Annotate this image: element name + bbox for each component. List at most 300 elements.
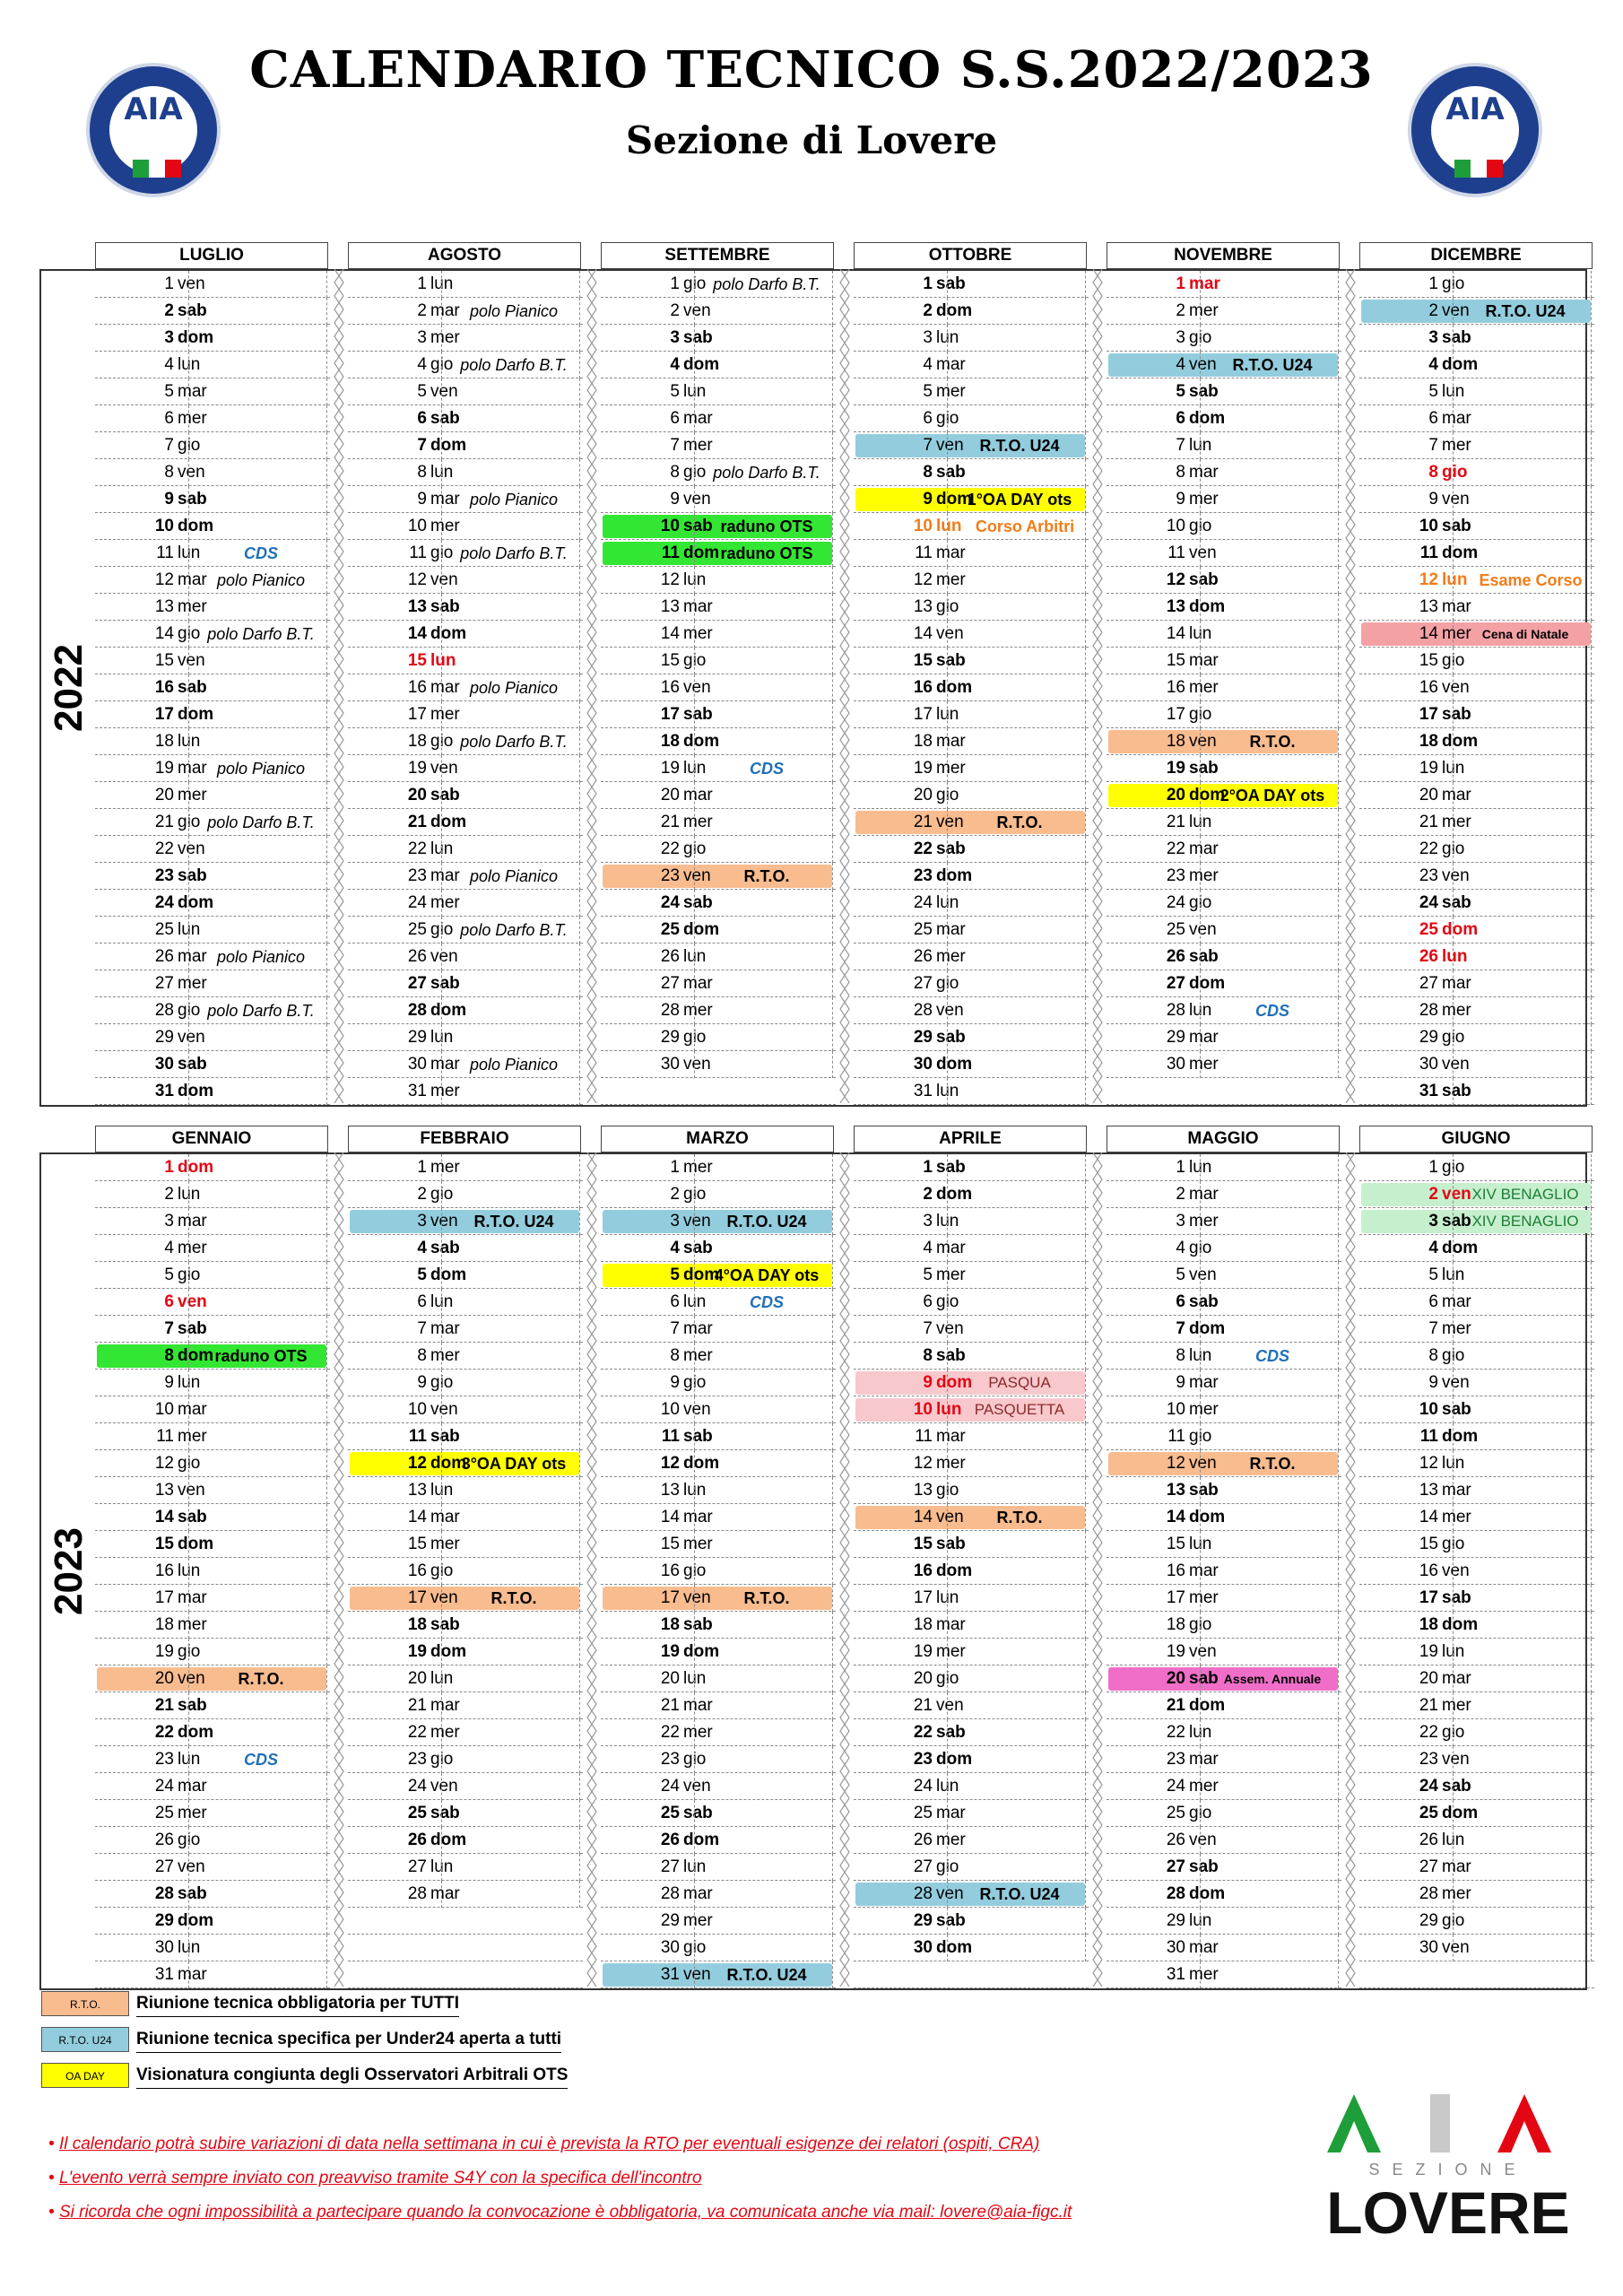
day-number: 21: [913, 1696, 933, 1715]
day-row: [601, 863, 836, 890]
day-row: [348, 352, 583, 378]
day-weekday: lun: [1442, 759, 1465, 778]
day-number: 10: [154, 517, 174, 535]
day-number: 26: [1166, 947, 1185, 966]
day-number: 13: [660, 597, 680, 616]
lovere-logo: [1318, 2090, 1578, 2251]
month-header: DICEMBRE: [1359, 242, 1593, 269]
day-number: 27: [407, 974, 427, 993]
day-weekday: lun: [430, 463, 454, 482]
day-number: 19: [407, 1642, 427, 1661]
day-weekday: dom: [936, 1561, 973, 1580]
day-row: [348, 1854, 583, 1881]
day-row: [1107, 1665, 1341, 1692]
month-separator: [334, 269, 344, 1103]
day-row: [1359, 1827, 1594, 1854]
day-weekday: gio: [683, 839, 707, 858]
day-row: [601, 1396, 836, 1423]
day-number: 12: [154, 570, 174, 589]
day-number: 16: [1419, 678, 1438, 697]
day-weekday: sab: [430, 1239, 460, 1257]
day-weekday: mer: [683, 813, 713, 831]
day-weekday: gio: [178, 1454, 201, 1473]
day-row: [1359, 459, 1594, 486]
day-weekday: lun: [178, 920, 201, 939]
day-row: [601, 1024, 836, 1051]
day-row: [95, 298, 330, 325]
day-weekday: mar: [1189, 839, 1219, 858]
day-row: [1107, 1477, 1341, 1504]
event-label: 4°OA DAY ots: [714, 1266, 820, 1284]
day-weekday: dom: [1442, 355, 1479, 374]
day-row: [601, 459, 836, 486]
day-row: [854, 863, 1089, 890]
day-number: 19: [154, 1642, 174, 1661]
day-number: 21: [154, 1696, 174, 1715]
event-label: R.T.O.: [743, 1589, 790, 1607]
day-weekday: lun: [683, 759, 707, 778]
day-number: 13: [154, 1481, 174, 1500]
day-weekday: ven: [178, 1028, 205, 1047]
day-weekday: mar: [683, 1319, 713, 1338]
day-row: [601, 1908, 836, 1935]
day-number: 22: [407, 839, 427, 858]
day-weekday: ven: [1189, 1454, 1217, 1473]
event-label: R.T.O.: [743, 867, 790, 885]
day-row: [601, 1343, 836, 1370]
legend-u24-box: R.T.O. U24: [41, 2027, 129, 2052]
day-row: [95, 917, 330, 944]
day-weekday: dom: [936, 866, 973, 885]
day-number: 20: [154, 786, 174, 804]
day-weekday: ven: [1442, 1373, 1470, 1392]
day-weekday: mar: [178, 1212, 207, 1231]
day-row: [1359, 1935, 1594, 1961]
day-weekday: dom: [430, 813, 467, 831]
day-weekday: mar: [683, 1508, 713, 1526]
day-weekday: dom: [178, 1535, 214, 1553]
day-row: [348, 486, 583, 513]
day-number: 7: [164, 1319, 174, 1338]
day-number: 23: [154, 1750, 174, 1769]
day-weekday: ven: [1442, 301, 1470, 320]
month-gennaio: [95, 1126, 330, 1987]
event-label: polo Darfo B.T.: [460, 544, 568, 562]
day-row: [1359, 701, 1594, 728]
day-row: [1359, 1262, 1594, 1289]
day-row: [1107, 1316, 1341, 1343]
day-row: [95, 325, 330, 352]
day-weekday: ven: [430, 947, 458, 966]
day-row: [1107, 1078, 1341, 1105]
day-weekday: mar: [178, 947, 207, 966]
event-label: R.T.O.: [1249, 733, 1296, 751]
day-row: [95, 1262, 330, 1289]
day-weekday: lun: [683, 570, 707, 589]
day-number: 27: [913, 974, 933, 993]
day-weekday: mar: [178, 570, 207, 589]
day-weekday: gio: [683, 1561, 707, 1580]
day-number: 30: [1166, 1055, 1185, 1074]
day-weekday: mar: [936, 1427, 966, 1446]
day-weekday: mar: [178, 759, 207, 778]
day-number: 23: [1419, 1750, 1438, 1769]
day-weekday: mar: [1189, 651, 1219, 670]
day-number: 12: [913, 1454, 933, 1473]
day-number: 1: [1176, 274, 1185, 293]
day-row: [95, 701, 330, 728]
day-weekday: sab: [1189, 1292, 1219, 1311]
day-row: [348, 970, 583, 997]
day-row: [1107, 1504, 1341, 1531]
day-row: [95, 1450, 330, 1477]
day-number: 8: [923, 1346, 933, 1365]
day-row: [1107, 1719, 1341, 1746]
day-weekday: sab: [430, 1804, 460, 1822]
day-row: [854, 1612, 1089, 1639]
day-weekday: mer: [936, 1642, 966, 1661]
day-row: [348, 1343, 583, 1370]
day-row: [1107, 809, 1341, 836]
day-weekday: mar: [683, 1696, 713, 1715]
day-row: [854, 298, 1089, 325]
day-number: 16: [1419, 1561, 1438, 1580]
day-row: [601, 540, 836, 567]
day-row: [601, 782, 836, 809]
day-row: [348, 1370, 583, 1396]
day-number: 30: [154, 1938, 174, 1957]
day-row: [601, 1078, 836, 1105]
day-weekday: lun: [683, 1292, 707, 1311]
day-row: [348, 1531, 583, 1558]
day-row: [348, 755, 583, 782]
day-row: [1107, 513, 1341, 540]
day-number: 3: [923, 1212, 933, 1231]
day-number: 8: [923, 463, 933, 482]
day-number: 16: [1166, 678, 1185, 697]
day-number: 9: [1428, 1373, 1438, 1392]
day-number: 12: [1419, 570, 1438, 589]
day-weekday: ven: [683, 866, 711, 885]
day-row: [1359, 486, 1594, 513]
day-number: 29: [1166, 1911, 1185, 1930]
day-weekday: lun: [1442, 1265, 1465, 1284]
day-row: [348, 1827, 583, 1854]
day-number: 25: [407, 920, 427, 939]
day-weekday: mer: [178, 1804, 207, 1822]
day-weekday: ven: [178, 651, 205, 670]
day-weekday: gio: [1442, 1028, 1465, 1047]
legend-u24-text: Riunione tecnica specifica per Under24 aperta a tutti: [136, 2027, 561, 2053]
day-weekday: dom: [936, 490, 973, 509]
day-weekday: lun: [1189, 1346, 1212, 1365]
day-row: [1359, 1370, 1594, 1396]
day-number: 24: [154, 893, 174, 912]
day-number: 11: [409, 544, 427, 562]
day-weekday: dom: [936, 1938, 973, 1957]
day-row: [854, 1692, 1089, 1719]
day-row: [348, 1396, 583, 1423]
day-number: 22: [407, 1723, 427, 1742]
day-weekday: ven: [683, 301, 711, 320]
event-label: CDS: [243, 1751, 278, 1769]
day-number: 23: [1166, 866, 1185, 885]
day-number: 22: [154, 1723, 174, 1742]
day-weekday: mer: [683, 1911, 713, 1930]
day-weekday: dom: [936, 1055, 973, 1074]
day-weekday: dom: [1189, 786, 1226, 804]
day-number: 21: [154, 813, 174, 831]
event-label: polo Darfo B.T.: [207, 813, 315, 831]
day-row: [348, 1961, 583, 1988]
day-number: 3: [1176, 328, 1185, 347]
day-number: 18: [1419, 732, 1438, 751]
day-row: [1107, 1908, 1341, 1935]
day-row: [1359, 1078, 1594, 1105]
day-number: 28: [1419, 1884, 1438, 1903]
day-row: [348, 1773, 583, 1800]
day-row: [1359, 1051, 1594, 1078]
day-weekday: mar: [1189, 1028, 1219, 1047]
day-weekday: ven: [936, 1319, 964, 1338]
day-number: 2: [1176, 301, 1185, 320]
day-number: 20: [913, 1669, 933, 1688]
month-separator: [586, 269, 597, 1103]
day-number: 29: [154, 1028, 174, 1047]
day-row: [601, 1558, 836, 1585]
day-row: [348, 1639, 583, 1665]
day-row: [95, 1558, 330, 1585]
day-number: 1: [1176, 1158, 1185, 1177]
day-row: [1359, 836, 1594, 863]
day-row: [1107, 648, 1341, 674]
day-number: 20: [660, 786, 680, 804]
day-row: [854, 1585, 1089, 1612]
day-number: 16: [407, 1561, 427, 1580]
day-number: 26: [1419, 1831, 1438, 1849]
day-row: [854, 890, 1089, 917]
day-number: 2: [417, 301, 427, 320]
day-weekday: sab: [1189, 759, 1219, 778]
day-number: 8: [1176, 1346, 1185, 1365]
day-number: 17: [407, 705, 427, 724]
day-number: 18: [1419, 1615, 1438, 1634]
day-number: 5: [1176, 382, 1185, 401]
day-row: [601, 325, 836, 352]
day-number: 10: [1419, 1400, 1438, 1419]
day-number: 17: [407, 1588, 427, 1607]
day-row: [1107, 1746, 1341, 1773]
day-number: 9: [164, 490, 174, 509]
day-number: 3: [164, 328, 174, 347]
day-number: 16: [660, 1561, 680, 1580]
day-weekday: ven: [178, 839, 205, 858]
day-number: 19: [1419, 1642, 1438, 1661]
day-weekday: gio: [1189, 1615, 1212, 1634]
day-weekday: lun: [683, 1669, 707, 1688]
day-weekday: mar: [1442, 1857, 1471, 1876]
day-row: [95, 1612, 330, 1639]
day-number: 27: [407, 1857, 427, 1876]
day-row: [1107, 352, 1341, 378]
day-weekday: lun: [1189, 813, 1212, 831]
day-number: 6: [1428, 1292, 1438, 1311]
event-label: R.T.O. U24: [979, 1885, 1060, 1903]
day-number: 28: [913, 1884, 933, 1903]
day-weekday: mer: [1189, 1965, 1219, 1984]
day-row: [1359, 809, 1594, 836]
day-number: 12: [913, 570, 933, 589]
day-weekday: sab: [1442, 1082, 1471, 1100]
event-label: R.T.O. U24: [473, 1213, 554, 1231]
day-row: [854, 1396, 1089, 1423]
day-weekday: dom: [178, 328, 214, 347]
day-weekday: lun: [178, 1185, 201, 1204]
event-label: Cena di Natale: [1481, 627, 1569, 641]
day-row: [1359, 432, 1594, 459]
day-weekday: sab: [1442, 705, 1471, 724]
day-number: 7: [923, 1319, 933, 1338]
month-separator: [334, 1152, 344, 1987]
day-row: [1359, 513, 1594, 540]
day-row: [854, 1370, 1089, 1396]
day-weekday: mer: [178, 786, 207, 804]
day-row: [854, 459, 1089, 486]
day-weekday: gio: [683, 1185, 707, 1204]
day-row: [854, 1800, 1089, 1827]
day-number: 31: [154, 1965, 174, 1984]
day-weekday: gio: [178, 1642, 201, 1661]
day-number: 27: [660, 1857, 680, 1876]
day-row: [348, 1235, 583, 1262]
day-row: [348, 1262, 583, 1289]
day-number: 8: [1428, 463, 1438, 482]
day-number: 1: [417, 274, 427, 293]
day-number: 25: [660, 920, 680, 939]
day-row: [348, 432, 583, 459]
day-weekday: mar: [1189, 463, 1219, 482]
day-weekday: mar: [936, 1615, 966, 1634]
day-number: 5: [164, 382, 174, 401]
day-number: 11: [661, 1427, 680, 1446]
day-weekday: lun: [936, 1588, 959, 1607]
day-row: [95, 1477, 330, 1504]
day-row: [95, 1719, 330, 1746]
legend-oa-box: OA DAY: [41, 2063, 129, 2088]
day-weekday: mer: [178, 974, 207, 993]
day-weekday: dom: [1189, 1884, 1226, 1903]
day-weekday: mer: [178, 1615, 207, 1634]
day-weekday: mer: [683, 1346, 713, 1365]
day-number: 14: [913, 624, 933, 643]
day-weekday: dom: [936, 1185, 973, 1204]
day-number: 13: [660, 1481, 680, 1500]
day-row: [1359, 782, 1594, 809]
day-row: [1359, 1773, 1594, 1800]
day-weekday: lun: [936, 705, 959, 724]
note-1: • Il calendario potrà subire variazioni di data nella settimana in cui è prevista la RTO per eventuali esigenze dei relatori (ospiti, CRA): [48, 2135, 1040, 2153]
day-weekday: sab: [1189, 947, 1219, 966]
day-row: [1359, 1235, 1594, 1262]
day-number: 9: [923, 490, 933, 509]
day-weekday: sab: [1442, 1588, 1471, 1607]
day-number: 6: [417, 409, 427, 428]
day-weekday: sab: [936, 1911, 966, 1930]
day-number: 5: [923, 382, 933, 401]
day-number: 1: [670, 274, 680, 293]
day-number: 1: [164, 1158, 174, 1177]
day-number: 27: [1419, 974, 1438, 993]
day-weekday: lun: [430, 1857, 454, 1876]
day-weekday: lun: [1189, 1535, 1212, 1553]
day-row: [95, 352, 330, 378]
day-weekday: lun: [178, 1750, 201, 1769]
day-number: 27: [1419, 1857, 1438, 1876]
day-number: 15: [154, 1535, 174, 1553]
day-number: 24: [1166, 893, 1185, 912]
day-weekday: mar: [936, 355, 966, 374]
day-number: 22: [913, 1723, 933, 1742]
day-weekday: dom: [1442, 1239, 1479, 1257]
day-number: 28: [407, 1001, 427, 1020]
day-weekday: sab: [178, 1319, 207, 1338]
day-number: 16: [154, 678, 174, 697]
day-weekday: lun: [1189, 1001, 1212, 1020]
day-number: 31: [913, 1082, 933, 1100]
day-weekday: sab: [683, 1427, 713, 1446]
day-row: [1359, 1881, 1594, 1908]
day-weekday: mer: [178, 597, 207, 616]
day-row: [95, 1585, 330, 1612]
day-row: [1107, 1692, 1341, 1719]
day-row: [95, 594, 330, 621]
day-weekday: ven: [1442, 1055, 1470, 1074]
day-number: 14: [1166, 624, 1185, 643]
day-row: [854, 1289, 1089, 1316]
day-number: 6: [1176, 1292, 1185, 1311]
day-row: [1359, 405, 1594, 432]
day-weekday: gio: [936, 597, 959, 616]
day-number: 14: [660, 1508, 680, 1526]
day-weekday: ven: [1442, 1938, 1470, 1957]
day-number: 18: [407, 732, 427, 751]
day-weekday: dom: [683, 920, 720, 939]
day-weekday: gio: [430, 920, 454, 939]
day-number: 30: [660, 1055, 680, 1074]
day-weekday: mar: [430, 866, 460, 885]
day-row: [601, 432, 836, 459]
day-number: 24: [913, 1777, 933, 1796]
day-weekday: mer: [430, 328, 460, 347]
day-number: 20: [660, 1669, 680, 1688]
day-row: [854, 1531, 1089, 1558]
month-header: GENNAIO: [95, 1126, 328, 1152]
day-number: 17: [660, 705, 680, 724]
day-row: [854, 1665, 1089, 1692]
day-number: 6: [923, 1292, 933, 1311]
svg-text:LOVERE: LOVERE: [1326, 2179, 1570, 2246]
day-number: 13: [407, 597, 427, 616]
day-number: 6: [1428, 409, 1438, 428]
event-label: polo Darfo B.T.: [460, 356, 568, 374]
day-weekday: mar: [1442, 786, 1471, 804]
day-number: 28: [1419, 1001, 1438, 1020]
day-row: [1359, 1961, 1594, 1988]
day-row: [95, 1051, 330, 1078]
day-number: 26: [407, 947, 427, 966]
day-weekday: mer: [430, 893, 460, 912]
day-number: 1: [164, 274, 174, 293]
